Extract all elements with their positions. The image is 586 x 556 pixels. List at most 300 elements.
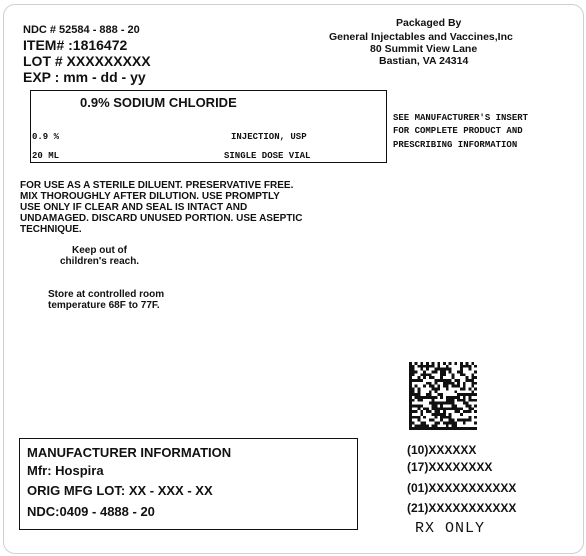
storage-line-1: Store at controlled room: [48, 289, 165, 300]
data-matrix-cell: [443, 362, 446, 365]
data-matrix-cell: [432, 362, 435, 365]
data-matrix-cell: [440, 396, 443, 399]
data-matrix-cell: [415, 371, 418, 374]
data-matrix-cell: [437, 362, 440, 365]
data-matrix-cell: [415, 385, 418, 388]
data-matrix-cell: [440, 413, 443, 416]
data-matrix-cell: [460, 373, 463, 376]
data-matrix-cell: [466, 376, 469, 379]
data-matrix-cell: [429, 390, 432, 393]
data-matrix-cell: [446, 379, 449, 382]
data-matrix-cell: [474, 388, 477, 391]
data-matrix-cell: [432, 424, 435, 427]
data-matrix-cell: [435, 379, 438, 382]
data-matrix-cell: [418, 376, 421, 379]
data-matrix-cell: [432, 413, 435, 416]
data-matrix-cell: [435, 416, 438, 419]
data-matrix-cell: [409, 385, 412, 388]
data-matrix-cell: [412, 379, 415, 382]
data-matrix-cell: [432, 385, 435, 388]
data-matrix-cell: [426, 396, 429, 399]
data-matrix-cell: [415, 410, 418, 413]
data-matrix-cell: [435, 402, 438, 405]
data-matrix-cell: [412, 390, 415, 393]
data-matrix-cell: [426, 368, 429, 371]
data-matrix-cell: [440, 405, 443, 408]
data-matrix-cell: [435, 382, 438, 385]
product-strength: 0.9 %: [32, 132, 60, 142]
data-matrix-cell: [446, 402, 449, 405]
data-matrix-cell: [449, 422, 452, 425]
data-matrix-cell: [457, 393, 460, 396]
data-matrix-cell: [426, 424, 429, 427]
data-matrix-cell: [460, 407, 463, 410]
data-matrix-cell: [409, 376, 412, 379]
data-matrix-cell: [429, 373, 432, 376]
data-matrix-cell: [440, 427, 443, 430]
data-matrix-cell: [474, 416, 477, 419]
data-matrix-cell: [423, 407, 426, 410]
data-matrix-cell: [423, 373, 426, 376]
data-matrix-cell: [443, 382, 446, 385]
data-matrix-cell: [412, 393, 415, 396]
data-matrix-cell: [420, 427, 423, 430]
data-matrix-cell: [463, 402, 466, 405]
data-matrix-cell: [469, 396, 472, 399]
data-matrix-cell: [454, 385, 457, 388]
data-matrix-cell: [415, 362, 418, 365]
data-matrix-cell: [471, 373, 474, 376]
data-matrix-cell: [429, 396, 432, 399]
data-matrix-cell: [409, 427, 412, 430]
data-matrix-cell: [423, 396, 426, 399]
data-matrix-cell: [457, 427, 460, 430]
data-matrix-cell: [474, 371, 477, 374]
data-matrix-cell: [409, 365, 412, 368]
data-matrix-cell: [432, 388, 435, 391]
data-matrix-cell: [409, 393, 412, 396]
data-matrix-cell: [463, 410, 466, 413]
data-matrix-cell: [471, 427, 474, 430]
data-matrix-cell: [409, 368, 412, 371]
insert-note-line-2: FOR COMPLETE PRODUCT AND: [393, 126, 523, 136]
barcode-code-17: (17)XXXXXXXX: [407, 460, 493, 474]
data-matrix-cell: [471, 385, 474, 388]
data-matrix-cell: [426, 407, 429, 410]
data-matrix-cell: [412, 388, 415, 391]
data-matrix-cell: [452, 399, 455, 402]
data-matrix-cell: [443, 422, 446, 425]
data-matrix-cell: [463, 393, 466, 396]
data-matrix-cell: [432, 405, 435, 408]
data-matrix-cell: [437, 379, 440, 382]
data-matrix-cell: [412, 368, 415, 371]
data-matrix-cell: [443, 416, 446, 419]
data-matrix-cell: [466, 405, 469, 408]
data-matrix-cell: [409, 379, 412, 382]
data-matrix-cell: [423, 422, 426, 425]
data-matrix-cell: [449, 362, 452, 365]
data-matrix-cell: [454, 427, 457, 430]
data-matrix-cell: [418, 390, 421, 393]
data-matrix-cell: [443, 373, 446, 376]
data-matrix-cell: [435, 388, 438, 391]
data-matrix-cell: [454, 396, 457, 399]
data-matrix-cell: [474, 405, 477, 408]
data-matrix-cell: [460, 368, 463, 371]
data-matrix-cell: [474, 393, 477, 396]
data-matrix-cell: [418, 393, 421, 396]
data-matrix-cell: [415, 416, 418, 419]
data-matrix-cell: [435, 390, 438, 393]
data-matrix-cell: [460, 393, 463, 396]
data-matrix-cell: [435, 405, 438, 408]
data-matrix-cell: [420, 362, 423, 365]
data-matrix-cell: [420, 368, 423, 371]
data-matrix-cell: [452, 419, 455, 422]
data-matrix-cell: [449, 402, 452, 405]
data-matrix-cell: [435, 371, 438, 374]
data-matrix-cell: [446, 424, 449, 427]
data-matrix-cell: [429, 393, 432, 396]
data-matrix-cell: [457, 371, 460, 374]
data-matrix-cell: [446, 365, 449, 368]
data-matrix-cell: [440, 419, 443, 422]
data-matrix-cell: [457, 379, 460, 382]
data-matrix-cell: [449, 399, 452, 402]
data-matrix-cell: [454, 405, 457, 408]
data-matrix-cell: [466, 379, 469, 382]
data-matrix-cell: [446, 382, 449, 385]
data-matrix-cell: [432, 419, 435, 422]
data-matrix-cell: [452, 422, 455, 425]
data-matrix-cell: [418, 419, 421, 422]
data-matrix-cell: [420, 424, 423, 427]
data-matrix-cell: [429, 385, 432, 388]
data-matrix-cell: [409, 422, 412, 425]
data-matrix-cell: [449, 427, 452, 430]
children-warning-line-1: Keep out of: [72, 245, 127, 256]
data-matrix-cell: [409, 390, 412, 393]
data-matrix-cell: [440, 376, 443, 379]
data-matrix-cell: [457, 399, 460, 402]
data-matrix-cell: [454, 390, 457, 393]
data-matrix-cell: [420, 396, 423, 399]
data-matrix-cell: [409, 399, 412, 402]
data-matrix-cell: [432, 376, 435, 379]
data-matrix-cell: [426, 427, 429, 430]
data-matrix-cell: [409, 413, 412, 416]
storage-line-2: temperature 68F to 77F.: [48, 300, 160, 311]
data-matrix-cell: [449, 413, 452, 416]
data-matrix-cell: [429, 382, 432, 385]
data-matrix-cell: [435, 410, 438, 413]
manufacturer-ndc: NDC:0409 - 4888 - 20: [27, 504, 155, 519]
data-matrix-cell: [429, 402, 432, 405]
data-matrix-cell: [420, 365, 423, 368]
data-matrix-cell: [449, 379, 452, 382]
data-matrix-cell: [474, 365, 477, 368]
data-matrix-cell: [460, 365, 463, 368]
data-matrix-cell: [415, 424, 418, 427]
data-matrix-cell: [443, 410, 446, 413]
data-matrix-cell: [437, 365, 440, 368]
data-matrix-cell: [463, 373, 466, 376]
barcode-code-01: (01)XXXXXXXXXXX: [407, 481, 517, 495]
data-matrix-cell: [463, 422, 466, 425]
data-matrix-cell: [412, 405, 415, 408]
data-matrix-cell: [469, 388, 472, 391]
data-matrix-cell: [463, 399, 466, 402]
data-matrix-cell: [423, 371, 426, 374]
data-matrix-cell: [435, 368, 438, 371]
data-matrix-cell: [463, 427, 466, 430]
data-matrix-cell: [469, 393, 472, 396]
data-matrix-cell: [463, 382, 466, 385]
data-matrix-cell: [446, 396, 449, 399]
data-matrix-cell: [435, 424, 438, 427]
data-matrix-cell: [443, 385, 446, 388]
data-matrix-cell: [457, 407, 460, 410]
data-matrix-cell: [412, 410, 415, 413]
data-matrix-cell: [420, 373, 423, 376]
data-matrix-cell: [420, 413, 423, 416]
insert-note-line-3: PRESCRIBING INFORMATION: [393, 140, 518, 150]
data-matrix-cell: [452, 385, 455, 388]
data-matrix-cell: [446, 427, 449, 430]
data-matrix-cell: [440, 393, 443, 396]
data-matrix-cell: [429, 419, 432, 422]
data-matrix-cell: [443, 402, 446, 405]
data-matrix-cell: [469, 407, 472, 410]
usage-line-1: FOR USE AS A STERILE DILUENT. PRESERVATIVE FREE.: [20, 180, 294, 191]
children-warning-line-2: children's reach.: [60, 256, 140, 267]
ndc-number: NDC # 52584 - 888 - 20: [23, 24, 140, 36]
data-matrix-cell: [471, 399, 474, 402]
data-matrix-cell: [449, 382, 452, 385]
data-matrix-cell: [457, 385, 460, 388]
data-matrix-cell: [437, 368, 440, 371]
data-matrix-cell: [429, 376, 432, 379]
data-matrix-cell: [449, 368, 452, 371]
insert-note-line-1: SEE MANUFACTURER'S INSERT: [393, 113, 529, 123]
data-matrix-cell: [432, 371, 435, 374]
data-matrix-cell: [440, 379, 443, 382]
data-matrix-cell: [420, 422, 423, 425]
data-matrix-cell: [452, 373, 455, 376]
data-matrix-cell: [474, 410, 477, 413]
data-matrix-cell: [454, 424, 457, 427]
data-matrix-cell: [440, 368, 443, 371]
data-matrix-cell: [435, 413, 438, 416]
data-matrix-cell: [452, 396, 455, 399]
data-matrix-cell: [449, 419, 452, 422]
data-matrix-cell: [435, 427, 438, 430]
data-matrix-cell: [460, 427, 463, 430]
data-matrix-cell: [463, 385, 466, 388]
lot-number: LOT # XXXXXXXXX: [23, 53, 151, 69]
data-matrix-cell: [423, 376, 426, 379]
data-matrix-cell: [443, 379, 446, 382]
data-matrix-cell: [409, 382, 412, 385]
data-matrix-cell: [469, 379, 472, 382]
data-matrix-cell: [471, 376, 474, 379]
data-matrix-cell: [443, 413, 446, 416]
data-matrix-cell: [409, 402, 412, 405]
data-matrix-cell: [420, 410, 423, 413]
data-matrix-cell: [471, 379, 474, 382]
data-matrix-cell: [460, 371, 463, 374]
data-matrix-barcode: [407, 362, 479, 430]
data-matrix-cell: [423, 385, 426, 388]
data-matrix-cell: [474, 376, 477, 379]
data-matrix-cell: [460, 362, 463, 365]
data-matrix-cell: [412, 365, 415, 368]
data-matrix-cell: [418, 379, 421, 382]
data-matrix-cell: [463, 396, 466, 399]
rx-only-label: RX ONLY: [415, 520, 486, 537]
data-matrix-cell: [446, 399, 449, 402]
data-matrix-cell: [415, 396, 418, 399]
data-matrix-cell: [463, 365, 466, 368]
data-matrix-cell: [454, 422, 457, 425]
data-matrix-cell: [440, 373, 443, 376]
manufacturer-heading: MANUFACTURER INFORMATION: [27, 445, 232, 460]
data-matrix-cell: [449, 407, 452, 410]
data-matrix-cell: [452, 376, 455, 379]
data-matrix-cell: [418, 365, 421, 368]
data-matrix-cell: [446, 368, 449, 371]
data-matrix-cell: [437, 413, 440, 416]
data-matrix-cell: [437, 427, 440, 430]
data-matrix-cell: [437, 388, 440, 391]
data-matrix-cell: [409, 396, 412, 399]
data-matrix-cell: [452, 402, 455, 405]
data-matrix-cell: [409, 407, 412, 410]
data-matrix-cell: [474, 399, 477, 402]
product-volume: 20 ML: [32, 151, 60, 161]
data-matrix-cell: [449, 396, 452, 399]
data-matrix-cell: [449, 416, 452, 419]
data-matrix-cell: [466, 362, 469, 365]
data-matrix-cell: [440, 402, 443, 405]
data-matrix-cell: [418, 427, 421, 430]
data-matrix-cell: [437, 407, 440, 410]
data-matrix-cell: [420, 405, 423, 408]
data-matrix-cell: [423, 427, 426, 430]
data-matrix-cell: [426, 362, 429, 365]
data-matrix-cell: [460, 388, 463, 391]
data-matrix-cell: [466, 402, 469, 405]
product-container: SINGLE DOSE VIAL: [224, 151, 311, 161]
usage-line-3: USE ONLY IF CLEAR AND SEAL IS INTACT AND: [20, 202, 248, 213]
data-matrix-cell: [409, 410, 412, 413]
data-matrix-cell: [469, 410, 472, 413]
data-matrix-cell: [437, 385, 440, 388]
data-matrix-cell: [457, 396, 460, 399]
data-matrix-cell: [452, 405, 455, 408]
data-matrix-cell: [418, 416, 421, 419]
expiration-date: EXP : mm - dd - yy: [23, 69, 146, 85]
data-matrix-cell: [426, 382, 429, 385]
data-matrix-cell: [432, 399, 435, 402]
data-matrix-cell: [435, 407, 438, 410]
data-matrix-cell: [460, 399, 463, 402]
usage-line-2: MIX THOROUGHLY AFTER DILUTION. USE PROMPTLY: [20, 191, 280, 202]
data-matrix-cell: [412, 371, 415, 374]
data-matrix-cell: [432, 365, 435, 368]
data-matrix-cell: [437, 410, 440, 413]
data-matrix-cell: [471, 382, 474, 385]
data-matrix-cell: [418, 396, 421, 399]
data-matrix-cell: [460, 413, 463, 416]
data-matrix-cell: [415, 379, 418, 382]
data-matrix-cell: [471, 390, 474, 393]
data-matrix-cell: [474, 382, 477, 385]
data-matrix-cell: [466, 393, 469, 396]
data-matrix-cell: [446, 422, 449, 425]
data-matrix-cell: [412, 416, 415, 419]
data-matrix-cell: [454, 379, 457, 382]
usage-line-4: UNDAMAGED. DISCARD UNUSED PORTION. USE ASEPTIC: [20, 213, 303, 224]
data-matrix-cell: [466, 410, 469, 413]
data-matrix-cell: [474, 422, 477, 425]
data-matrix-cell: [429, 410, 432, 413]
data-matrix-cell: [446, 416, 449, 419]
data-matrix-cell: [446, 385, 449, 388]
data-matrix-cell: [469, 427, 472, 430]
data-matrix-cell: [426, 393, 429, 396]
data-matrix-cell: [429, 365, 432, 368]
packager-address-2: Bastian, VA 24314: [379, 55, 469, 67]
data-matrix-cell: [437, 422, 440, 425]
data-matrix-cell: [429, 427, 432, 430]
data-matrix-cell: [457, 382, 460, 385]
data-matrix-cell: [418, 407, 421, 410]
data-matrix-cell: [454, 362, 457, 365]
data-matrix-cell: [415, 393, 418, 396]
data-matrix-cell: [409, 371, 412, 374]
data-matrix-cell: [437, 402, 440, 405]
packager-heading: Packaged By: [396, 17, 462, 29]
data-matrix-cell: [446, 407, 449, 410]
data-matrix-cell: [452, 427, 455, 430]
data-matrix-cell: [449, 371, 452, 374]
data-matrix-cell: [412, 427, 415, 430]
data-matrix-cell: [440, 407, 443, 410]
data-matrix-cell: [452, 382, 455, 385]
data-matrix-cell: [412, 373, 415, 376]
product-form: INJECTION, USP: [231, 132, 307, 142]
data-matrix-cell: [412, 422, 415, 425]
data-matrix-cell: [423, 416, 426, 419]
data-matrix-cell: [432, 402, 435, 405]
data-matrix-cell: [440, 371, 443, 374]
data-matrix-cell: [463, 419, 466, 422]
data-matrix-cell: [471, 362, 474, 365]
data-matrix-cell: [418, 424, 421, 427]
data-matrix-cell: [466, 427, 469, 430]
data-matrix-cell: [423, 365, 426, 368]
data-matrix-cell: [426, 373, 429, 376]
data-matrix-cell: [418, 399, 421, 402]
data-matrix-cell: [466, 419, 469, 422]
usage-line-5: TECHNIQUE.: [20, 224, 82, 235]
data-matrix-cell: [446, 388, 449, 391]
data-matrix-cell: [440, 416, 443, 419]
data-matrix-cell: [409, 373, 412, 376]
data-matrix-cell: [454, 407, 457, 410]
